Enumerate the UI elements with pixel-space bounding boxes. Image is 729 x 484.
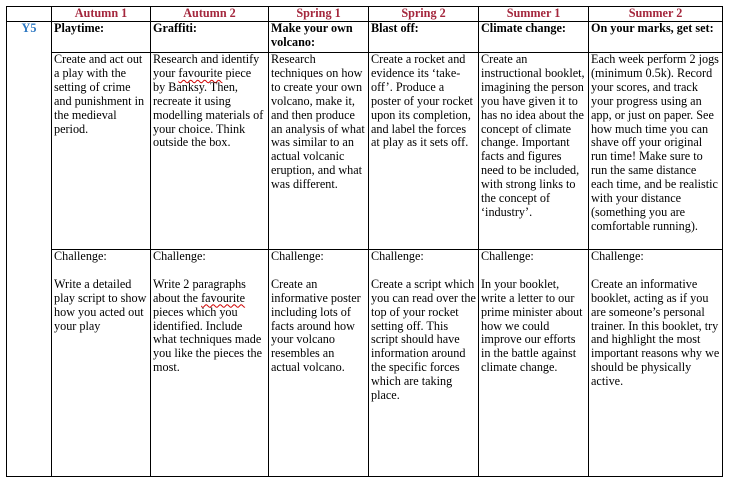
corner-cell xyxy=(7,7,52,22)
challenge-label: Challenge: xyxy=(371,249,424,263)
task-summer-1: Create an instructional booklet, imagining the person you have given it to has no idea about the concept of climate change. Important facts and figures need to be included, with strong links to the concept of ‘industry’. xyxy=(479,53,589,250)
task-row xyxy=(7,53,723,250)
challenge-spring-1 xyxy=(269,250,369,477)
task-autumn-2-text-start: Research and identify your xyxy=(153,52,260,80)
task-autumn-2 xyxy=(151,53,269,250)
term-spring-2: Spring 2 xyxy=(369,7,479,22)
term-autumn-1: Autumn 1 xyxy=(52,7,151,22)
spellcheck-flagged-word: favourite xyxy=(178,65,223,80)
task-spring-1: Research techniques on how to create your own volcano, make it, and then produce an analysis of what was similar to an actual volcanic eruption, and what was different. xyxy=(269,53,369,250)
title-summer-1: Climate change: xyxy=(479,22,589,53)
challenge-spring-2-text: Create a script which you can read over the top of your rocket setting off. This script should have information around the specific forces which are taking place. xyxy=(371,276,476,403)
title-summer-2: On your marks, get set: xyxy=(589,22,723,53)
challenge-summer-1 xyxy=(479,250,589,477)
challenge-autumn-2-text-end: pieces which you identified. Include what techniques made you like the pieces the most. xyxy=(153,304,262,375)
title-spring-2: Blast off: xyxy=(369,22,479,53)
challenge-autumn-1 xyxy=(52,250,151,477)
term-header-row xyxy=(7,7,723,22)
title-autumn-1: Playtime: xyxy=(52,22,151,53)
challenge-summer-2 xyxy=(589,250,723,477)
term-summer-1: Summer 1 xyxy=(479,7,589,22)
challenge-spring-1-text: Create an informative poster including lots of facts around how your volcano resembles an actual volcano. xyxy=(271,276,361,375)
task-autumn-1: Create and act out a play with the setting of crime and punishment in the medieval period. xyxy=(52,53,151,250)
challenge-autumn-1-text: Write a detailed play script to show how you acted out your play xyxy=(54,276,147,333)
challenge-summer-1-text: In your booklet, write a letter to our prime minister about how we could improve our efforts in the battle against climate change. xyxy=(481,276,583,375)
term-spring-1: Spring 1 xyxy=(269,7,369,22)
topic-title-row xyxy=(7,22,723,53)
challenge-autumn-2 xyxy=(151,250,269,477)
challenge-row xyxy=(7,250,723,477)
challenge-label: Challenge: xyxy=(54,249,107,263)
topic-grid-table xyxy=(6,6,723,477)
task-spring-2: Create a rocket and evidence its ‘take-off’. Produce a poster of your rocket upon its completion, and label the forces at play as it sets off. xyxy=(369,53,479,250)
spellcheck-flagged-word: favourite xyxy=(201,290,246,305)
challenge-label: Challenge: xyxy=(481,249,534,263)
term-summer-2: Summer 2 xyxy=(589,7,723,22)
challenge-label: Challenge: xyxy=(271,249,324,263)
title-spring-1: Make your own volcano: xyxy=(269,22,369,53)
challenge-label: Challenge: xyxy=(591,249,644,263)
challenge-autumn-2-text-start: Write 2 paragraphs about the xyxy=(153,276,246,305)
challenge-spring-2 xyxy=(369,250,479,477)
term-autumn-2: Autumn 2 xyxy=(151,7,269,22)
task-summer-2: Each week perform 2 jogs (minimum 0.5k). Record your scores, and track your progress using an app, or just on paper. See how much time you can shave off your original run time! Make sure to run the same distance each time, and be realistic with your distance (something you are comfortable running). xyxy=(589,53,723,250)
challenge-summer-2-text: Create an informative booklet, acting as if you are someone’s personal trainer. In this booklet, try and highlight the most important reasons why we should be physically active. xyxy=(591,276,720,389)
challenge-label: Challenge: xyxy=(153,249,206,263)
task-autumn-2-text-end: piece by Banksy. Then, recreate it using modelling materials of your choice. Think outside the box. xyxy=(153,65,264,150)
title-autumn-2: Graffiti: xyxy=(151,22,269,53)
year-label: Y5 xyxy=(7,22,52,477)
